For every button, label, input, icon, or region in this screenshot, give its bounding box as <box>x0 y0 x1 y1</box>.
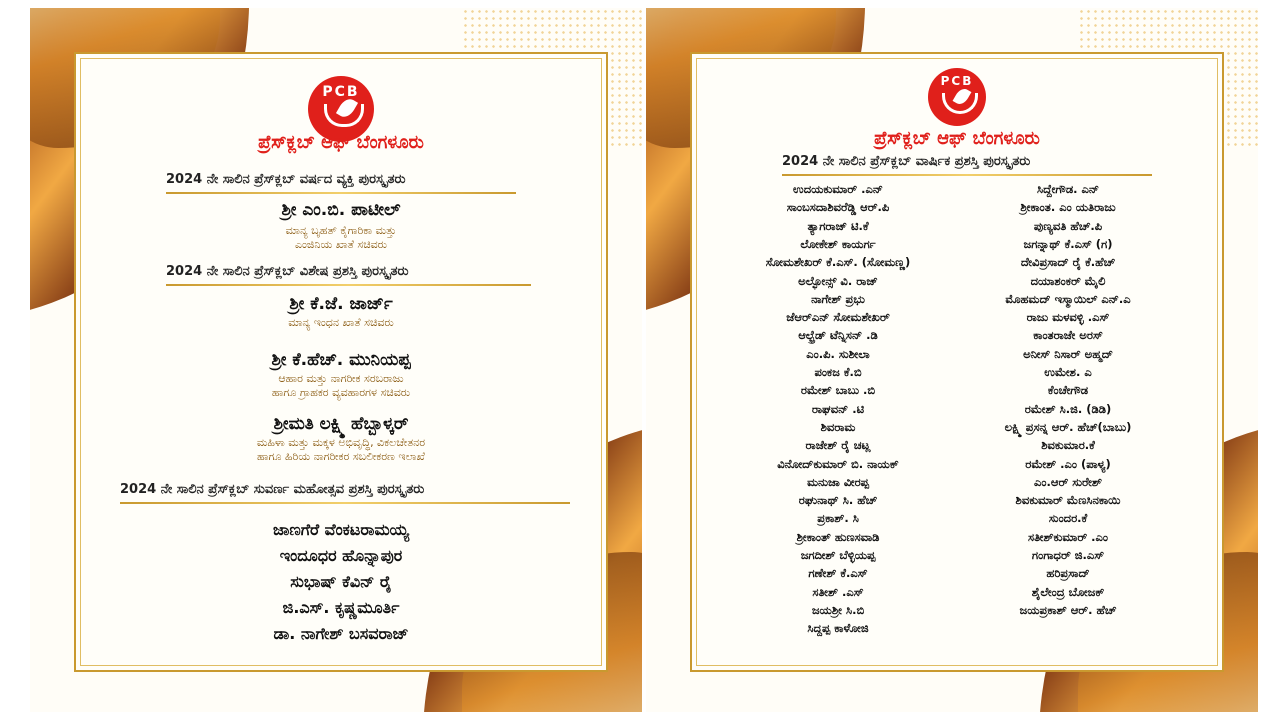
annual-awardee-name: ಸಾಂಬಸದಾಶಿವರೆಡ್ಡಿ ಆರ್.ಪಿ <box>786 200 890 215</box>
logo-text: PCB <box>322 84 360 100</box>
annual-awardee-name: ಜಯಪ್ರಕಾಶ್ ಆರ್. ಹೆಚ್ <box>1019 602 1117 617</box>
awardee-desc: ಆಹಾರ ಮತ್ತು ನಾಗರೀಕ ಸರಬರಾಜು <box>278 372 404 385</box>
divider <box>120 502 570 504</box>
golden-awardee-name: ಇಂದೂಧರ ಹೊನ್ನಾಪುರ <box>279 546 403 565</box>
annual-awardee-name: ವಿನೋದ್‌ಕುಮಾರ್ ಬಿ. ನಾಯಕ್ <box>777 456 899 471</box>
section-title-person-of-year: 2024 ನೇ ಸಾಲಿನ ಪ್ರೆಸ್‌ಕ್ಲಬ್ ವರ್ಷದ ವ್ಯಕ್ತಿ ಪುರಸ್ಕೃತರು <box>166 172 406 187</box>
annual-awardee-name: ಸಿದ್ದೇಗೌಡ. ಎನ್ <box>1036 182 1100 196</box>
awardee-name: ಶ್ರೀ ಎಂ.ಬಿ. ಪಾಟೀಲ್ <box>281 200 401 220</box>
annual-awardee-name: ಸೋಮಶೇಖರ್ ಕೆ.ಎಸ್. (ಸೋಮಣ್ಣ) <box>765 255 911 270</box>
annual-awardee-name: ಗಂಗಾಧರ್ ಜಿ.ಎಸ್ <box>1031 548 1105 562</box>
awardee-name: ಶ್ರೀಮತಿ ಲಕ್ಷ್ಮಿ ಹೆಬ್ಬಾಳ್ಕರ್ <box>273 414 409 434</box>
golden-awardee-name: ಸುಭಾಷ್ ಕೆವಿನ್ ರೈ <box>290 572 392 591</box>
golden-awardee-name: ಡಾ. ನಾಗೇಶ್ ಬಸವರಾಜ್ <box>273 624 409 643</box>
annual-awardee-name: ಪುಣ್ಯವತಿ ಹೆಚ್.ಪಿ <box>1033 218 1103 233</box>
annual-awardee-name: ಆಲ್ಫ್ರೆಡ್ ಟೆನ್ನಿಸನ್ .ಡಿ <box>798 328 878 343</box>
annual-awardee-name: ರಾಘವನ್ .ಟಿ <box>811 401 865 416</box>
annual-awardee-name: ಜಗದೀಶ್ ಬೆಳ್ಳಿಯಪ್ಪ <box>800 548 876 562</box>
press-club-logo <box>928 68 986 126</box>
annual-awardee-name: ರಘುನಾಥ್ ಸಿ. ಹೆಚ್ <box>798 493 878 508</box>
annual-awardee-name: ಮನುಜಾ ವೀರಪ್ಪ <box>807 474 869 489</box>
annual-awardee-name: ಲಕ್ಷ್ಮಿ ಪ್ರಸನ್ನ ಆರ್. ಹೆಚ್(ಬಾಬು) <box>1004 419 1132 434</box>
gold-frame <box>690 52 1224 672</box>
annual-awardee-name: ನಾಗೇಶ್ ಪ್ರಭು <box>811 291 865 306</box>
annual-awardee-name: ಅನೀಸ್ ನಿಸಾರ್ ಅಹ್ಮದ್ <box>1023 346 1113 361</box>
annual-awardee-name: ದಯಾಶಂಕರ್ ಮೈಲಿ <box>1030 273 1106 288</box>
annual-awardee-name: ಮೊಹಮದ್ ಇಸ್ಮಾಯಿಲ್ ಎನ್.ಎ <box>1005 291 1131 306</box>
annual-awardee-name: ಉದಯಕುಮಾರ್ .ಎನ್ <box>793 182 883 196</box>
annual-awardee-name: ಜಯಶ್ರೀ ಸಿ.ಬಿ <box>811 602 865 617</box>
awardee-desc: ಎಂಜಿನಿಯ ಖಾತೆ ಸಚಿವರು <box>295 238 387 251</box>
awardee-name: ಶ್ರೀ ಕೆ.ಜೆ. ಜಾರ್ಜ್ <box>289 294 393 314</box>
annual-awardee-name: ಶಿವಕುಮಾರ.ಕೆ <box>1041 438 1095 453</box>
awardee-name: ಶ್ರೀ ಕೆ.ಹೆಚ್. ಮುನಿಯಪ್ಪ <box>271 350 411 370</box>
annual-awardee-name: ದೇವಿಪ್ರಸಾದ್ ರೈ ಕೆ.ಹೆಚ್ <box>1020 255 1116 270</box>
annual-awardee-name: ಪ್ರಕಾಶ್. ಸಿ <box>817 511 859 526</box>
annual-awardee-name: ಹರಿಪ್ರಸಾದ್ <box>1046 566 1090 581</box>
club-name: ಪ್ರೆಸ್‌ಕ್ಲಬ್ ಆಫ್ ಬೆಂಗಳೂರು <box>874 128 1040 149</box>
awardee-desc: ಮಾನ್ಯ ಇಂಧನ ಖಾತೆ ಸಚಿವರು <box>288 316 394 329</box>
awardee-desc: ಹಾಗೂ ಗ್ರಾಹಕರ ವ್ಯವಹಾರಗಳ ಸಚಿವರು <box>271 386 411 399</box>
annual-awardee-name: ಉಮೇಶ. ಎ <box>1044 365 1092 379</box>
annual-awardee-name: ರಮೇಶ್ ಸಿ.ಜಿ. (ಡಿಡಿ) <box>1024 401 1112 416</box>
right-award-card <box>646 8 1258 712</box>
annual-awardee-name: ಸತೀಶ್ .ಎಸ್ <box>812 584 864 599</box>
annual-awardee-name: ಸುಂದರ.ಕೆ <box>1048 511 1088 526</box>
annual-awardee-name: ಸಿದ್ದಪ್ಪ ಕಾಳೋಜಿ <box>807 621 869 636</box>
annual-awardee-name: ಶ್ರೀಕಾಂತ್ ಹುಣಸವಾಡಿ <box>796 529 880 544</box>
annual-awardee-name: ಪಂಕಜ ಕೆ.ಬಿ <box>814 365 862 379</box>
club-name: ಪ್ರೆಸ್‌ಕ್ಲಬ್ ಆಫ್ ಬೆಂಗಳೂರು <box>258 132 424 153</box>
annual-awardee-name: ಎಂ.ಆರ್ ಸುರೇಶ್ <box>1034 474 1102 489</box>
section-title-annual-award: 2024 ನೇ ಸಾಲಿನ ಪ್ರೆಸ್‌ಕ್ಲಬ್ ವಾರ್ಷಿಕ ಪ್ರಶಸ್ತಿ ಪುರಸ್ಕೃತರು <box>782 154 1031 169</box>
awardee-desc: ಹಾಗೂ ಹಿರಿಯ ನಾಗರೀಕರ ಸಬಲೀಕರಣ ಇಲಾಖೆ <box>257 450 425 463</box>
annual-awardee-name: ಗಣೇಶ್ ಕೆ.ಎಸ್ <box>808 566 868 581</box>
annual-awardee-name: ಎಂ.ಪಿ. ಸುಶೀಲಾ <box>806 346 870 361</box>
annual-awardee-name: ತ್ಯಾಗರಾಜ್ ಟಿ.ಕೆ <box>807 218 869 233</box>
annual-awardee-name: ಅಲ್ಫೋನ್ಸ್ ವಿ. ರಾಜ್ <box>798 273 878 288</box>
annual-awardee-name: ಜೆಆರ್‌ಎನ್ ಸೋಮಶೇಖರ್ <box>786 310 890 325</box>
awardee-desc: ಮಹಿಳಾ ಮತ್ತು ಮಕ್ಕಳ ಅಭಿವೃದ್ಧಿ, ವಿಕಲಚೇತನರ <box>256 436 426 449</box>
golden-awardee-name: ಜಾಣಗೆರೆ ವೆಂಕಟರಾಮಯ್ಯ <box>272 520 410 539</box>
section-title-special-award: 2024 ನೇ ಸಾಲಿನ ಪ್ರೆಸ್‌ಕ್ಲಬ್ ವಿಶೇಷ ಪ್ರಶಸ್ತಿ ಪುರಸ್ಕೃತರು <box>166 264 409 279</box>
divider <box>166 284 531 286</box>
divider <box>782 174 1152 176</box>
annual-awardee-name: ರಾಜು ಮಳವಳ್ಳಿ .ಎಸ್ <box>1026 310 1110 325</box>
annual-awardee-name: ಕಾಂತರಾಜೇ ಅರಸ್ <box>1033 328 1103 343</box>
annual-awardee-name: ಲೋಕೇಶ್ ಕಾಯರ್ಗ <box>800 236 876 251</box>
annual-awardee-name: ಸತೀಶ್‌ಕುಮಾರ್ .ಎಂ <box>1027 529 1109 544</box>
awardee-desc: ಮಾನ್ಯ ಬೃಹತ್ ಕೈಗಾರಿಕಾ ಮತ್ತು <box>285 224 397 237</box>
annual-awardee-name: ರಮೇಶ್ .ಎಂ (ಪಾಳ್ಯ) <box>1025 456 1111 471</box>
annual-awardee-name: ಶಿವರಾಮ <box>820 419 856 434</box>
annual-awardee-name: ಶೈಲೇಂದ್ರ ಬೋಜಕ್ <box>1031 584 1105 599</box>
logo-text: PCB <box>940 74 974 88</box>
annual-awardee-name: ಶ್ರೀಕಾಂತ. ಎಂ ಯತಿರಾಜು <box>1020 200 1116 215</box>
annual-awardee-name: ರಮೇಶ್ ಬಾಬು .ಬಿ <box>800 383 876 398</box>
section-title-golden-jubilee: 2024 ನೇ ಸಾಲಿನ ಪ್ರೆಸ್‌ಕ್ಲಬ್ ಸುವರ್ಣ ಮಹೋತ್ಸವ ಪ್ರಶಸ್ತಿ ಪುರಸ್ಕೃತರು <box>120 482 425 497</box>
annual-awardee-name: ಶಿವಕುಮಾರ್ ಮೆಣಸಿನಕಾಯಿ <box>1015 493 1121 508</box>
annual-awardee-name: ಜಗನ್ನಾಥ್ ಕೆ.ಎಸ್ (ಗ) <box>1023 236 1113 251</box>
annual-awardee-name: ರಾಜೇಶ್ ರೈ ಚಟ್ಲ <box>805 438 871 453</box>
divider <box>166 192 516 194</box>
left-award-card <box>30 8 642 712</box>
gold-frame <box>74 52 608 672</box>
annual-awardee-name: ಕೆಂಚೇಗೌಡ <box>1047 383 1089 398</box>
golden-awardee-name: ಜಿ.ಎಸ್. ಕೃಷ್ಣಮೂರ್ತಿ <box>282 598 400 617</box>
